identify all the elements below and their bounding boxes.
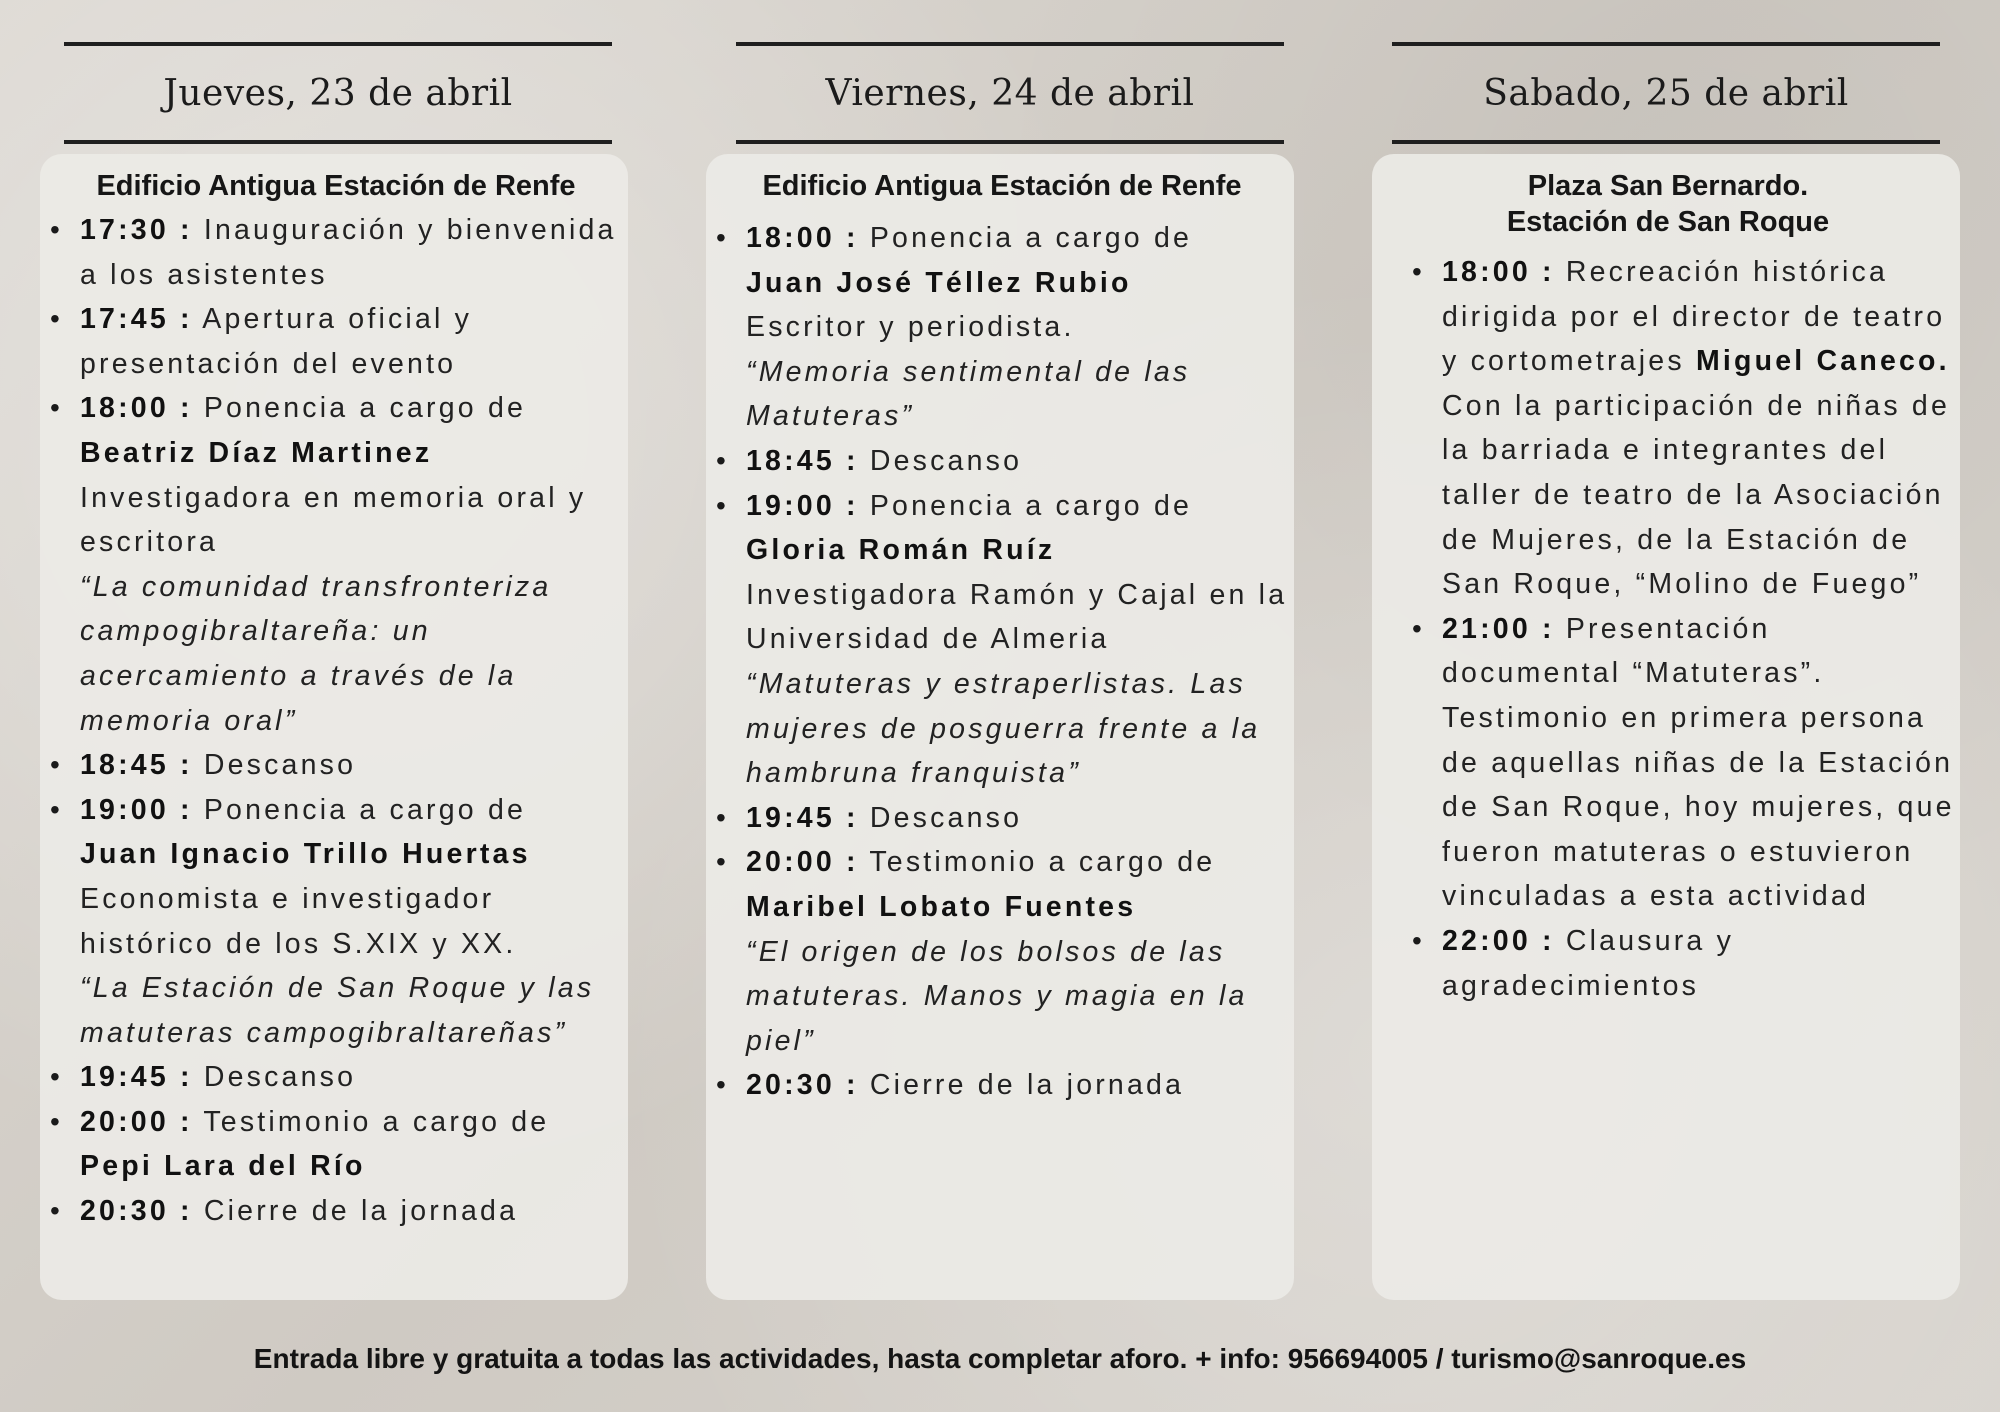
speaker-name: Juan Ignacio Trillo Huertas bbox=[80, 838, 531, 871]
list-item: • 20:30 : Cierre de la jornada bbox=[714, 1063, 1290, 1108]
speaker-name: Beatriz Díaz Martinez bbox=[80, 436, 433, 469]
day-heading bbox=[736, 42, 1284, 144]
talk-title: “El origen de los bolsos de las matuteras. Manos y magia en la piel” bbox=[746, 935, 1248, 1057]
talk-title: “La Estación de San Roque y las matuteras campogibraltareñas” bbox=[80, 972, 595, 1049]
program-card bbox=[40, 154, 628, 1300]
list-item: • 19:00 : Ponencia a cargo de Juan Ignacio Trillo Huertas Economista e investigador histórico de los S.XIX y XX. “La Estación de San Roque y las matuteras campogibraltareñas” bbox=[48, 788, 624, 1056]
schedule-list bbox=[48, 208, 624, 1234]
speaker-name: Juan José Téllez Rubio bbox=[746, 266, 1132, 299]
list-item: • 19:45 : Descanso bbox=[48, 1055, 624, 1100]
list-item: • 17:45 : Apertura oficial y presentación del evento bbox=[48, 297, 624, 386]
speaker-role: Investigadora Ramón y Cajal en la Universidad de Almeria bbox=[746, 578, 1288, 656]
schedule-list bbox=[1410, 250, 1956, 1008]
list-item: • 20:00 : Testimonio a cargo de Pepi Lara del Río bbox=[48, 1100, 624, 1189]
list-item: • 18:45 : Descanso bbox=[714, 439, 1290, 484]
speaker-role: Investigadora en memoria oral y escritora bbox=[80, 481, 587, 559]
list-item: • 18:00 : Ponencia a cargo de Juan José Téllez Rubio Escritor y periodista. “Memoria sentimental de las Matuteras” bbox=[714, 216, 1290, 439]
schedule-list bbox=[714, 216, 1290, 1108]
venue-title: Edificio Antigua Estación de Renfe bbox=[96, 170, 576, 202]
speaker-role: Economista e investigador histórico de los S.XIX y XX. bbox=[80, 882, 517, 960]
list-item: • 19:45 : Descanso bbox=[714, 796, 1290, 841]
list-item: • 19:00 : Ponencia a cargo de Gloria Román Ruíz Investigadora Ramón y Cajal en la Universidad de Almeria “Matuteras y estraperlistas. Las mujeres de posguerra frente a la hambruna franquista” bbox=[714, 484, 1290, 796]
day-heading-text: Viernes, 24 de abril bbox=[825, 72, 1195, 114]
list-item: • 18:00 : Recreación histórica dirigida por el director de teatro y cortometrajes Miguel Caneco. Con la participación de niñas de la barriada e integrantes del taller de teatro de la Asociación de Mujeres, de la Estación de San Roque, “Molino de Fuego” bbox=[1410, 250, 1956, 607]
day-heading bbox=[64, 42, 612, 144]
talk-title: “La comunidad transfronteriza campogibraltareña: un acercamiento a través de la memoria oral” bbox=[80, 570, 552, 737]
list-item: • 20:00 : Testimonio a cargo de Maribel Lobato Fuentes “El origen de los bolsos de las matuteras. Manos y magia en la piel” bbox=[714, 840, 1290, 1063]
venue-title: Plaza San Bernardo. Estación de San Roque bbox=[1506, 170, 1830, 238]
speaker-name: Maribel Lobato Fuentes bbox=[746, 890, 1137, 923]
list-item: • 18:00 : Ponencia a cargo de Beatriz Díaz Martinez Investigadora en memoria oral y escritora “La comunidad transfronteriza campogibraltareña: un acercamiento a través de la memoria oral” bbox=[48, 386, 624, 743]
venue-title: Edificio Antigua Estación de Renfe bbox=[762, 170, 1242, 202]
speaker-name: Gloria Román Ruíz bbox=[746, 534, 1056, 567]
list-item: • 18:45 : Descanso bbox=[48, 743, 624, 788]
speaker-role: Escritor y periodista. bbox=[746, 311, 1075, 344]
day-heading bbox=[1392, 42, 1940, 144]
day-heading-text: Jueves, 23 de abril bbox=[163, 72, 513, 114]
list-item: • 22:00 : Clausura y agradecimientos bbox=[1410, 919, 1956, 1008]
program-card bbox=[1372, 154, 1960, 1300]
day-heading-text: Sabado, 25 de abril bbox=[1483, 72, 1849, 114]
footer-info: Entrada libre y gratuita a todas las actividades, hasta completar aforo. + info: 956694005 / turismo@sanroque.es bbox=[253, 1343, 1747, 1374]
list-item: • 21:00 : Presentación documental “Matuteras”. Testimonio en primera persona de aquellas niñas de la Estación de San Roque, hoy mujeres, que fueron matuteras o estuvieron vinculadas a esta actividad bbox=[1410, 607, 1956, 919]
list-item: • 20:30 : Cierre de la jornada bbox=[48, 1189, 624, 1234]
speaker-name: Pepi Lara del Río bbox=[80, 1150, 366, 1183]
list-item: • 17:30 : Inauguración y bienvenida a los asistentes bbox=[48, 208, 624, 297]
talk-title: “Matuteras y estraperlistas. Las mujeres de posguerra frente a la hambruna franquista” bbox=[746, 667, 1261, 790]
talk-title: “Memoria sentimental de las Matuteras” bbox=[746, 355, 1191, 433]
program-card bbox=[706, 154, 1294, 1300]
director-name: Miguel Caneco. bbox=[1695, 345, 1950, 378]
